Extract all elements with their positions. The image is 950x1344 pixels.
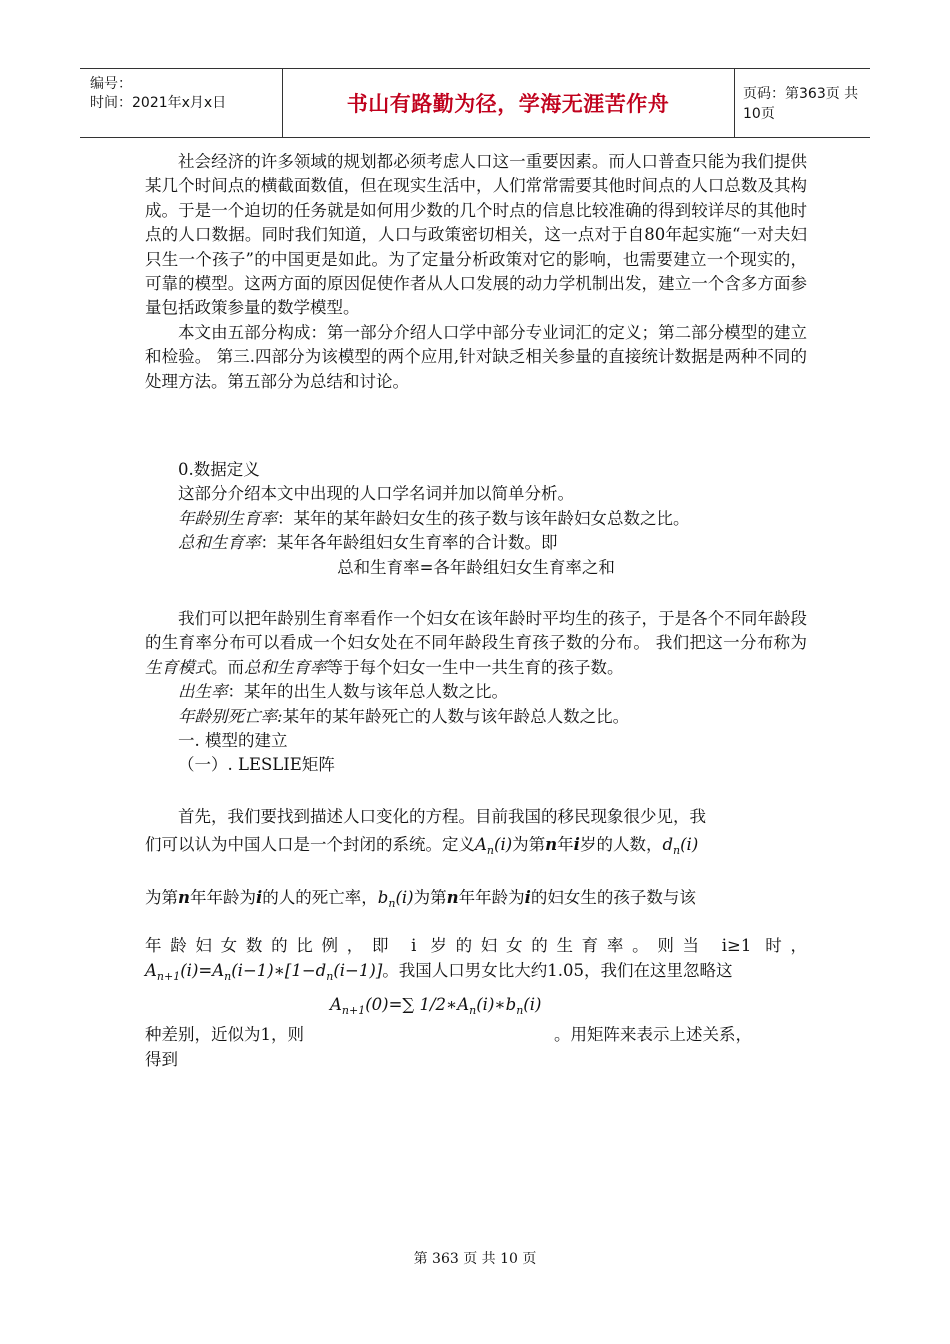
text: 的妇女生的孩子数与该 xyxy=(530,887,696,907)
var-n: n xyxy=(545,835,558,855)
definition-age-fertility xyxy=(145,507,807,531)
text: 。而 xyxy=(211,657,244,677)
intro-paragraph-2: 本文由五部分构成：第一部分介绍人口学中部分专业词汇的定义；第二部分模型的建立和检验。 第三.四部分为该模型的两个应用,针对缺乏相关参量的直接统计数据是两种不同的处理方法。第五部分为总结和讨论。 xyxy=(145,322,807,391)
model-line-7: 得到 xyxy=(145,1049,178,1069)
definition-text: 某年的某年龄死亡的人数与该年龄总人数之比。 xyxy=(282,706,630,726)
definition-total-fertility xyxy=(145,531,807,555)
term: 年龄别死亡率: xyxy=(178,706,283,726)
model-heading: 一. 模型的建立 xyxy=(178,731,288,751)
model-line-2 xyxy=(145,833,807,863)
header-page-label: 页码：第363页 共10页 xyxy=(743,86,859,122)
var-n: n xyxy=(178,887,190,907)
fertility-pattern-paragraph xyxy=(145,607,807,680)
definition-text: ：某年各年龄组妇女生育率的合计数。即 xyxy=(260,533,558,553)
text: 为第 xyxy=(413,887,447,907)
definitions-section xyxy=(145,458,807,580)
recurrence-formula: $A_{n+1}(i)=A_n(i-1)∗[1-d_n(i-1)]$ xyxy=(145,960,383,983)
model-line-1: 首先，我们要找到描述人口变化的方程。目前我国的移民现象很少见，我 xyxy=(178,807,706,826)
text: 。用矩阵来表示上述关系， xyxy=(554,1025,752,1045)
definitions-intro: 这部分介绍本文中出现的人口学名词并加以简单分析。 xyxy=(178,484,574,504)
text: 我们可以把年龄别生育率看作一个妇女在该年龄时平均生的孩子，于是各个不同年龄段的生育率分布可以看成一个妇女处在不同年龄段生育孩子数的分布。 我们把这一分布称为 xyxy=(145,609,807,653)
var-i: i xyxy=(573,835,580,855)
text: 等于每个妇女一生中一共生育的孩子数。 xyxy=(326,657,624,677)
leslie-subheading: （一）. LESLIE矩阵 xyxy=(178,755,335,775)
var-i: i xyxy=(524,887,531,907)
intro-paragraph-1: 社会经济的许多领域的规划都必须考虑人口这一重要因素。而人口普查只能为我们提供某几个时间点的横截面数值，但在现实生活中，人们常常需要其他时间点的人口总数及其构成。于是一个迫切的任务就是如何用少数的几个时点的信息比较准确的得到较详尽的其他时点的人口数据。同时我们知道，人口与政策密切相关，这一点对于自80年起实施“一对夫妇只生一个孩子”的中国更是如此。为了定量分析政策对它的影响，也需要建立一个现实的，可靠的模型。这两方面的原因促使作者从人口发展的动力学机制出发，建立一个含多方面参量包括政策参量的数学模型。 xyxy=(145,152,807,318)
text: 的人的死亡率， xyxy=(262,887,378,907)
model-line-4: 年龄妇女数的比例，即 i 岁的妇女的生育率。则当 i≥1 时， xyxy=(145,936,807,956)
var-n: n xyxy=(446,887,459,907)
formula-b: $b_n(i)$ xyxy=(377,887,414,910)
definitions-heading: 0.数据定义 xyxy=(178,460,260,479)
definition-text: ：某年的某年龄妇女生的孩子数与该年龄妇女总数之比。 xyxy=(277,508,690,528)
text: 种差别，近似为1，则 xyxy=(145,1025,304,1045)
page-footer: 第 363 页 共 10 页 xyxy=(413,1251,537,1267)
text: 岁的人数， xyxy=(579,835,663,855)
text: 为第 xyxy=(145,887,178,907)
intro-section xyxy=(145,150,807,394)
text: 年 xyxy=(557,835,574,855)
term: 生育模式 xyxy=(145,657,211,677)
total-fertility-formula: 总和生育率=各年龄组妇女生育率之和 xyxy=(337,557,615,577)
formula-A: $A_n(i)$ xyxy=(475,835,513,858)
fertility-pattern-section xyxy=(145,607,807,778)
birth-formula-expr: $A_{n+1}(0)=\sum$ $1/2∗A_n(i)∗b_n(i)$ xyxy=(330,995,542,1018)
model-line-5 xyxy=(145,959,807,989)
text: 。我国人口男女比大约1.05，我们在这里忽略这 xyxy=(382,960,733,980)
model-line-3 xyxy=(145,886,807,916)
definition-age-mortality xyxy=(145,705,807,729)
header-motto: 书山有路勤为径，学海无涯苦作舟 xyxy=(282,69,735,137)
text: 为第 xyxy=(512,835,546,855)
var-i: i xyxy=(256,887,263,907)
model-line-6 xyxy=(145,1023,807,1047)
term: 出生率 xyxy=(178,682,228,702)
term: 年龄别生育率 xyxy=(178,508,277,528)
text: 年年龄为 xyxy=(190,887,256,907)
date-label: 时间：2021年x月x日 xyxy=(90,95,227,111)
number-label: 编号： xyxy=(90,76,132,92)
formula-d: $d_n(i)$ xyxy=(662,835,699,858)
definition-birth-rate xyxy=(145,680,807,704)
term: 总和生育率 xyxy=(244,657,327,677)
text: 们可以认为中国人口是一个封闭的系统。定义 xyxy=(145,835,475,855)
text: 年年龄为 xyxy=(458,887,525,907)
term: 总和生育率 xyxy=(178,533,261,553)
page-header xyxy=(80,68,870,138)
definition-text: ：某年的出生人数与该年总人数之比。 xyxy=(227,682,508,702)
header-meta xyxy=(80,69,283,137)
birth-formula xyxy=(145,993,807,1023)
model-section xyxy=(145,805,807,1072)
